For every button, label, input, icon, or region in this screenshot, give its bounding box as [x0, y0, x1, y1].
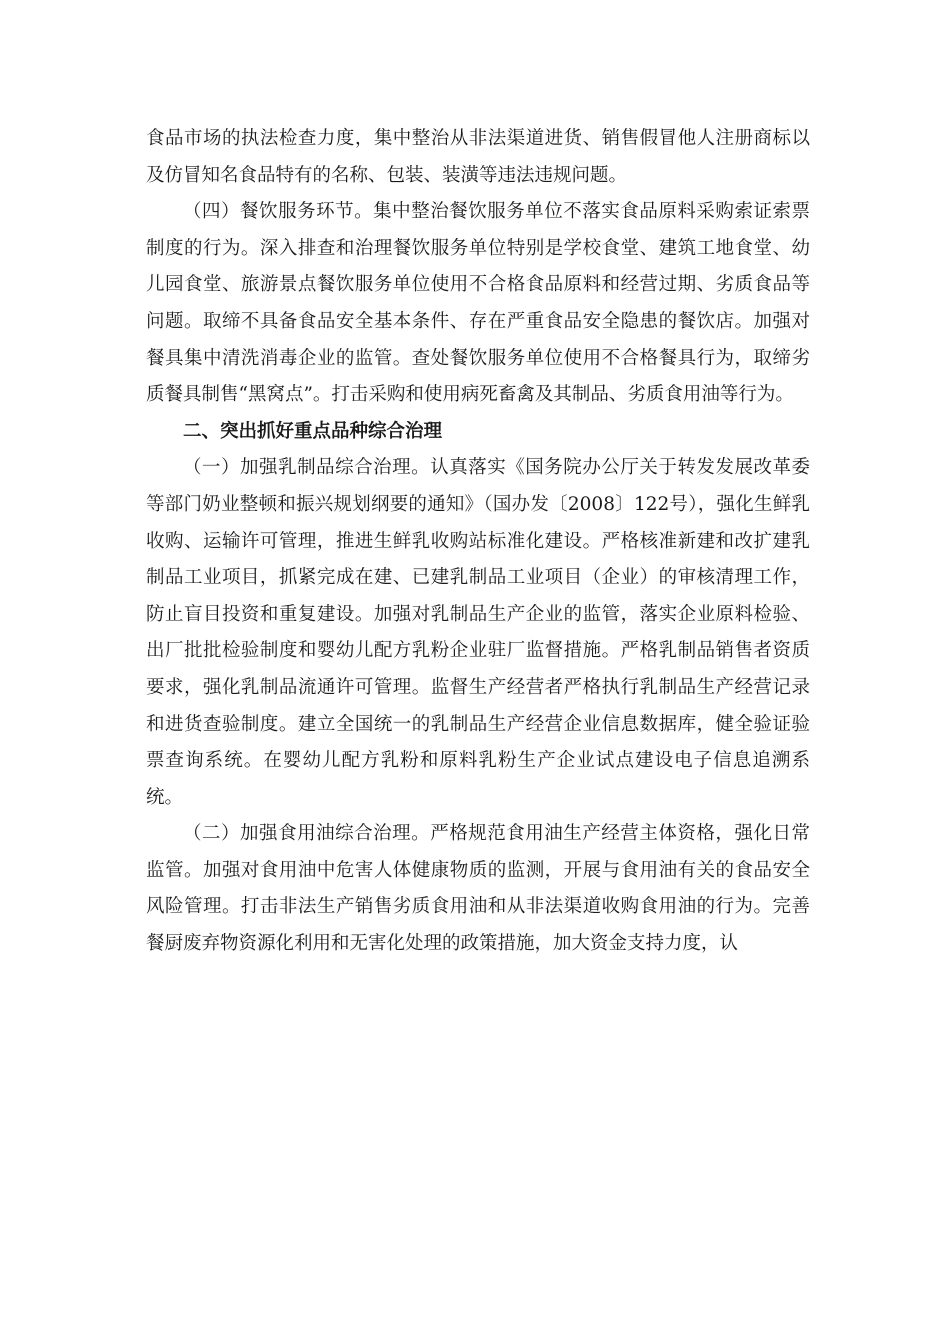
paragraph-catering-service: （四）餐饮服务环节。集中整治餐饮服务单位不落实食品原料采购索证索票制度的行为。深入排查和治理餐饮服务单位特别是学校食堂、建筑工地食堂、幼儿园食堂、旅游景点餐饮服务单位使用不合格食品原料和经营过期、劣质食品等问题。取缔不具备食品安全基本条件、存在严重食品安全隐患的餐饮店。加强对餐具集中清洗消毒企业的监管。查处餐饮服务单位使用不合格餐具行为，取缔劣质餐具制售“黑窝点”。打击采购和使用病死畜禽及其制品、劣质食用油等行为。	[146, 201, 810, 406]
paragraph-dairy-governance: （一）加强乳制品综合治理。认真落实《国务院办公厅关于转发发展改革委等部门奶业整顿和振兴规划纲要的通知》（国办发〔2008〕122号），强化生鲜乳收购、运输许可管理，推进生鲜乳收购站标准化建设。严格核准新建和改扩建乳制品工业项目，抓紧完成在建、已建乳制品工业项目（企业）的审核清理工作，防止盲目投资和重复建设。加强对乳制品生产企业的监管，落实企业原料检验、出厂批批检验制度和婴幼儿配方乳粉企业驻厂监督措施。严格乳制品销售者资质要求，强化乳制品流通许可管理。监督生产经营者严格执行乳制品生产经营记录和进货查验制度。建立全国统一的乳制品生产经营企业信息数据库，健全验证验票查询系统。在婴幼儿配方乳粉和原料乳粉生产企业试点建设电子信息追溯系统。	[146, 457, 810, 808]
section-heading: 二、突出抓好重点品种综合治理	[183, 420, 443, 442]
paragraph-continued: 食品市场的执法检查力度，集中整治从非法渠道进货、销售假冒他人注册商标以及仿冒知名食品特有的名称、包装、装潢等违法违规问题。	[146, 128, 810, 186]
paragraph-edible-oil-governance: （二）加强食用油综合治理。严格规范食用油生产经营主体资格，强化日常监管。加强对食用油中危害人体健康物质的监测，开展与食用油有关的食品安全风险管理。打击非法生产销售劣质食用油和从非法渠道收购食用油的行为。完善餐厨废弃物资源化利用和无害化处理的政策措施，加大资金支持力度，认	[146, 823, 810, 955]
document-page	[146, 121, 810, 963]
